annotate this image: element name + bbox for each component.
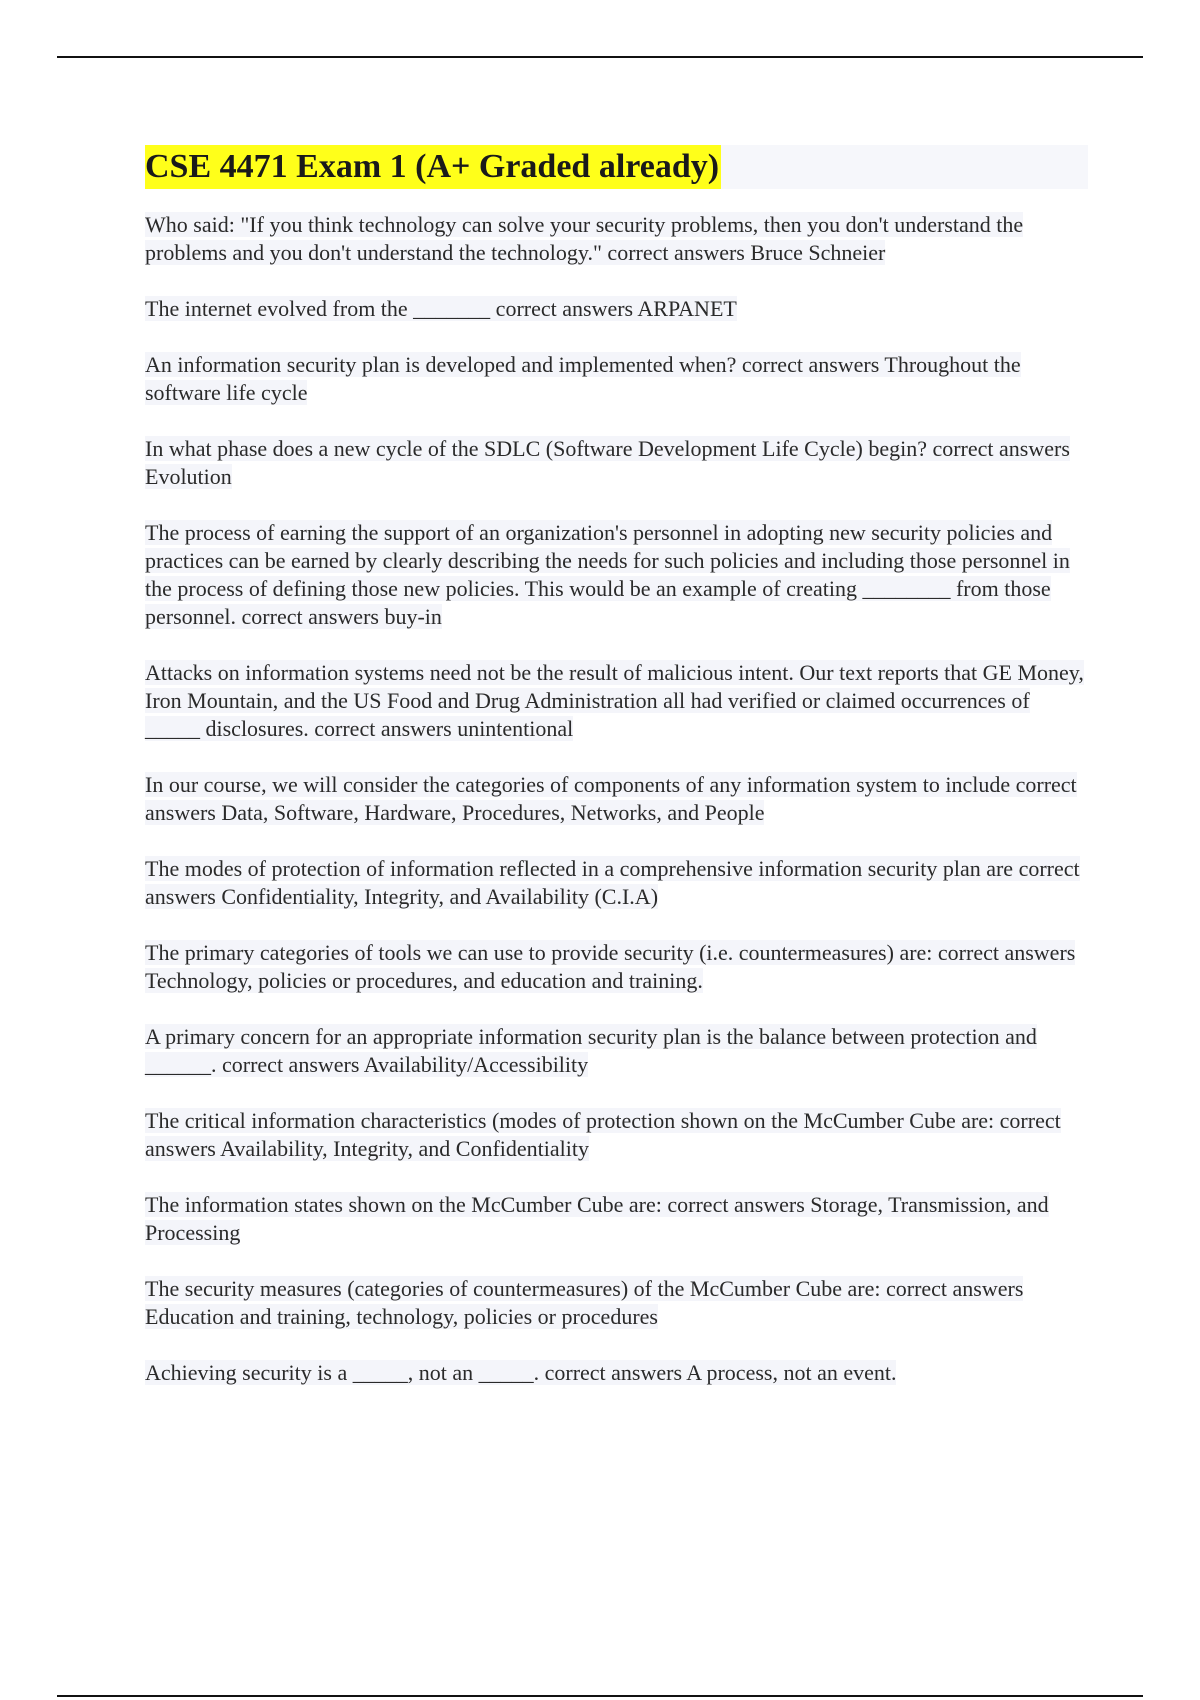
- qa-item: Achieving security is a _____, not an _____. correct answers A process, not an event.: [145, 1360, 897, 1385]
- qa-item: A primary concern for an appropriate information security plan is the balance between protection and ______. correct answers Availability/Accessibility: [145, 1024, 1037, 1077]
- qa-item: The information states shown on the McCumber Cube are: correct answers Storage, Transmission, and Processing: [145, 1192, 1049, 1245]
- qa-item: The modes of protection of information reflected in a comprehensive information security plan are correct answers Confidentiality, Integrity, and Availability (C.I.A): [145, 856, 1080, 909]
- qa-item: In our course, we will consider the categories of components of any information system to include correct answers Data, Software, Hardware, Procedures, Networks, and People: [145, 772, 1077, 825]
- qa-item: In what phase does a new cycle of the SDLC (Software Development Life Cycle) begin? correct answers Evolution: [145, 436, 1070, 489]
- qa-item: An information security plan is developed and implemented when? correct answers Throughout the software life cycle: [145, 352, 1021, 405]
- qa-item: The process of earning the support of an organization's personnel in adopting new security policies and practices can be earned by clearly describing the needs for such policies and including those personnel in the process of defining those new policies. This would be an example of creating ________ from those personnel. correct answers buy-in: [145, 520, 1070, 629]
- document-title: CSE 4471 Exam 1 (A+ Graded already): [145, 145, 721, 189]
- qa-item: The security measures (categories of countermeasures) of the McCumber Cube are: correct answers Education and training, technology, policies or procedures: [145, 1276, 1024, 1329]
- qa-item: The primary categories of tools we can use to provide security (i.e. countermeasures) are: correct answers Technology, policies or procedures, and education and training.: [145, 940, 1076, 993]
- qa-item: Who said: "If you think technology can solve your security problems, then you don't understand the problems and you don't understand the technology." correct answers Bruce Schneier: [145, 212, 1024, 265]
- bottom-divider: [57, 1695, 1143, 1697]
- title-band: [145, 145, 1088, 189]
- qa-item: Attacks on information systems need not be the result of malicious intent. Our text reports that GE Money, Iron Mountain, and the US Food and Drug Administration all had verified or claimed occurrences of _____ disclosures. correct answers unintentional: [145, 660, 1084, 741]
- document-body: [145, 145, 1085, 1415]
- qa-item: The internet evolved from the _______ correct answers ARPANET: [145, 296, 737, 321]
- top-divider: [57, 56, 1143, 58]
- qa-item: The critical information characteristics (modes of protection shown on the McCumber Cube are: correct answers Availability, Integrity, and Confidentiality: [145, 1108, 1061, 1161]
